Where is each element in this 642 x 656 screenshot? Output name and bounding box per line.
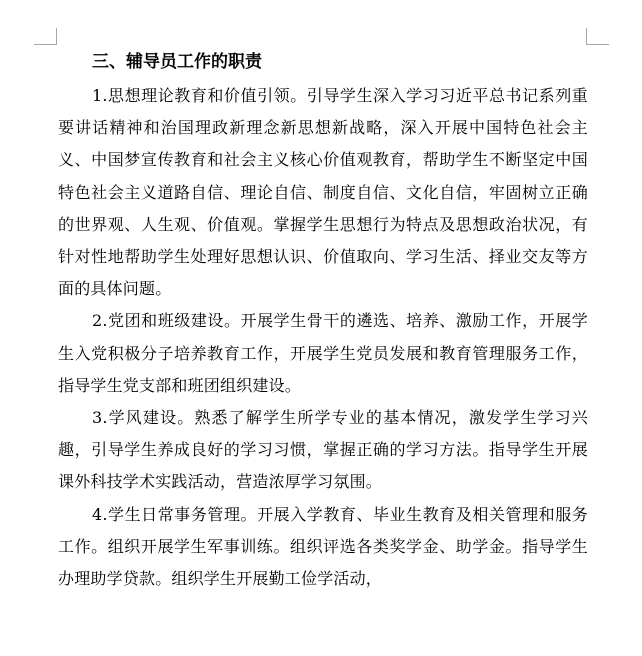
paragraph-ideological-education: 1.思想理论教育和价值引领。引导学生深入学习习近平总书记系列重要讲话精神和治国理政新理念新思想新战略，深入开展中国特色社会主义、中国梦宣传教育和社会主义核心价值观教育，帮助学生不断坚定中国特色社会主义道路自信、理论自信、制度自信、文化自信，牢固树立正确的世界观、人生观、价值观。掌握学生思想行为特点及思想政治状况，有针对性地帮助学生处理好思想认识、价值取向、学习生活、择业交友等方面的具体问题。 xyxy=(58,86,588,299)
paragraph-party-class-building: 2.党团和班级建设。开展学生骨干的遴选、培养、激励工作，开展学生入党积极分子培养教育工作，开展学生党员发展和教育管理服务工作，指导学生党支部和班团组织建设。 xyxy=(58,311,588,395)
margin-corner-top-right xyxy=(586,28,609,45)
document-body xyxy=(58,50,588,595)
margin-corner-top-left xyxy=(34,28,57,45)
section-heading: 三、辅导员工作的职责 xyxy=(92,52,262,72)
paragraph-daily-affairs: 4.学生日常事务管理。开展入学教育、毕业生教育及相关管理和服务工作。组织开展学生军事训练。组织评选各类奖学金、助学金。指导学生办理助学贷款。组织学生开展勤工俭学活动， xyxy=(58,504,588,589)
paragraph-study-style: 3.学风建设。熟悉了解学生所学专业的基本情况，激发学生学习兴趣，引导学生养成良好的学习习惯，掌握正确的学习方法。指导学生开展课外科技学术实践活动，营造浓厚学习氛围。 xyxy=(58,408,588,492)
